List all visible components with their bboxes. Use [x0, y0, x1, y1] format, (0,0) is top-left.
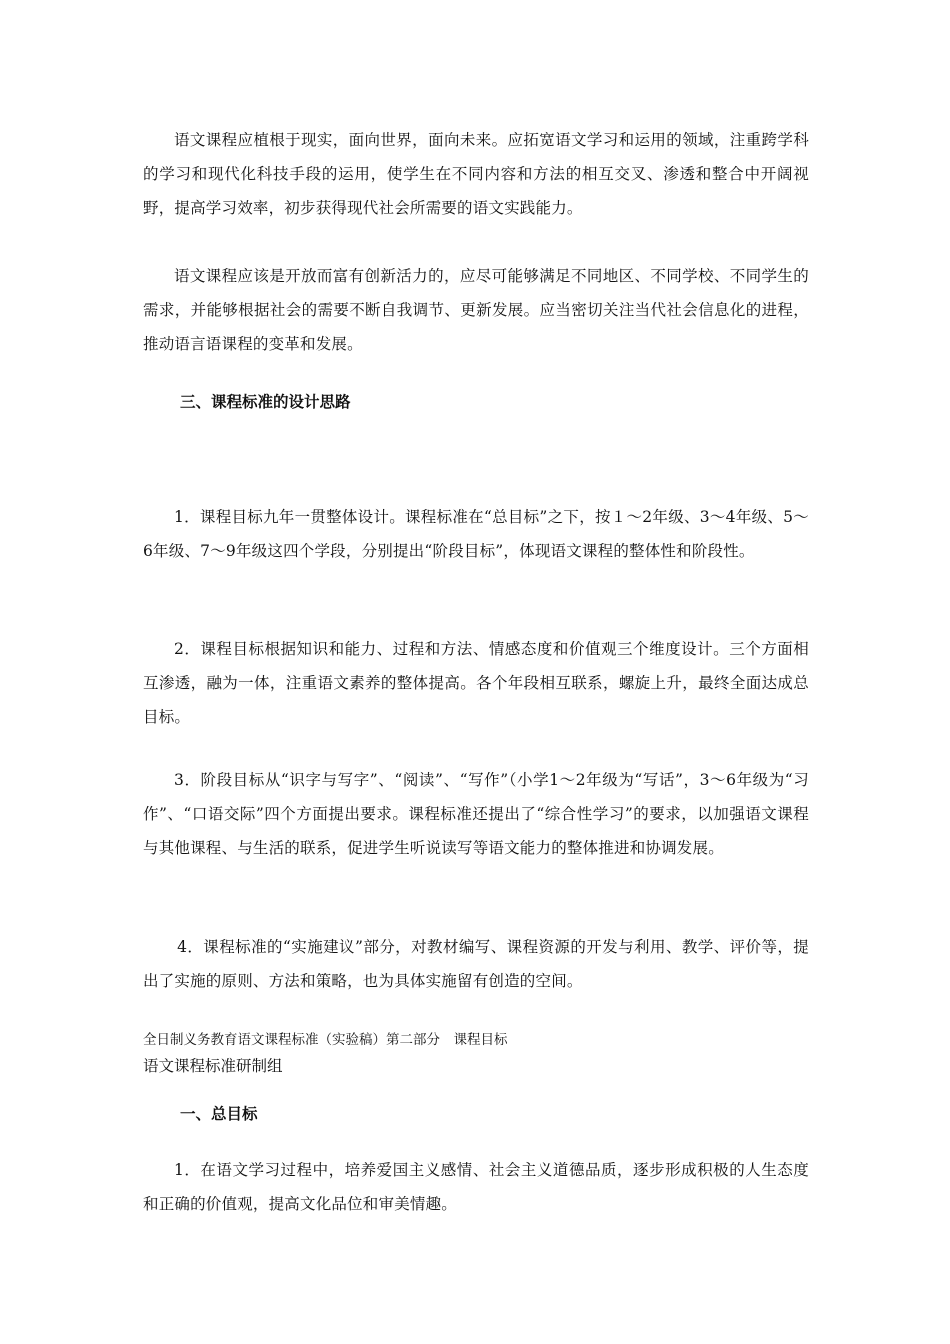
- author-group: 语文课程标准研制组: [143, 1057, 283, 1075]
- paragraph-curriculum-reality: 语文课程应植根于现实，面向世界，面向未来。应拓宽语文学习和运用的领域，注重跨学科的学习和现代化科技手段的运用，使学生在不同内容和方法的相互交叉、渗透和整合中开阔视野，提高学习效率，初步获得现代社会所需要的语文实践能力。: [143, 131, 809, 217]
- design-item-4: 4．课程标准的“实施建议”部分，对教材编写、课程资源的开发与利用、教学、评价等，提出了实施的原则、方法和策略，也为具体实施留有创造的空间。: [143, 938, 809, 990]
- part-title: 全日制义务教育语文课程标准（实验稿）第二部分 课程目标: [143, 1032, 508, 1048]
- goal-item-1: 1．在语文学习过程中，培养爱国主义感情、社会主义道德品质，逐步形成积极的人生态度和正确的价值观，提高文化品位和审美情趣。: [143, 1161, 809, 1213]
- section-heading-design-ideas: 三、课程标准的设计思路: [180, 392, 351, 411]
- design-item-3: 3．阶段目标从“识字与写字”、“阅读”、“写作”（小学1～2年级为“写话”，3～6年级为“习作”、“口语交际”四个方面提出要求。课程标准还提出了“综合性学习”的要求，以加强语文课程与其他课程、与生活的联系，促进学生听说读写等语文能力的整体推进和协调发展。: [143, 771, 809, 857]
- paragraph-curriculum-open: 语文课程应该是开放而富有创新活力的，应尽可能够满足不同地区、不同学校、不同学生的需求，并能够根据社会的需要不断自我调节、更新发展。应当密切关注当代社会信息化的进程，推动语言语课程的变革和发展。: [143, 267, 809, 353]
- design-item-1: 1．课程目标九年一贯整体设计。课程标准在“总目标”之下，按１～2年级、3～4年级、5～6年级、7～9年级这四个学段，分别提出“阶段目标”，体现语文课程的整体性和阶段性。: [143, 508, 809, 560]
- design-item-2: 2．课程目标根据知识和能力、过程和方法、情感态度和价值观三个维度设计。三个方面相互渗透，融为一体，注重语文素养的整体提高。各个年段相互联系，螺旋上升，最终全面达成总目标。: [143, 640, 809, 726]
- section-heading-overall-goals: 一、总目标: [180, 1104, 258, 1123]
